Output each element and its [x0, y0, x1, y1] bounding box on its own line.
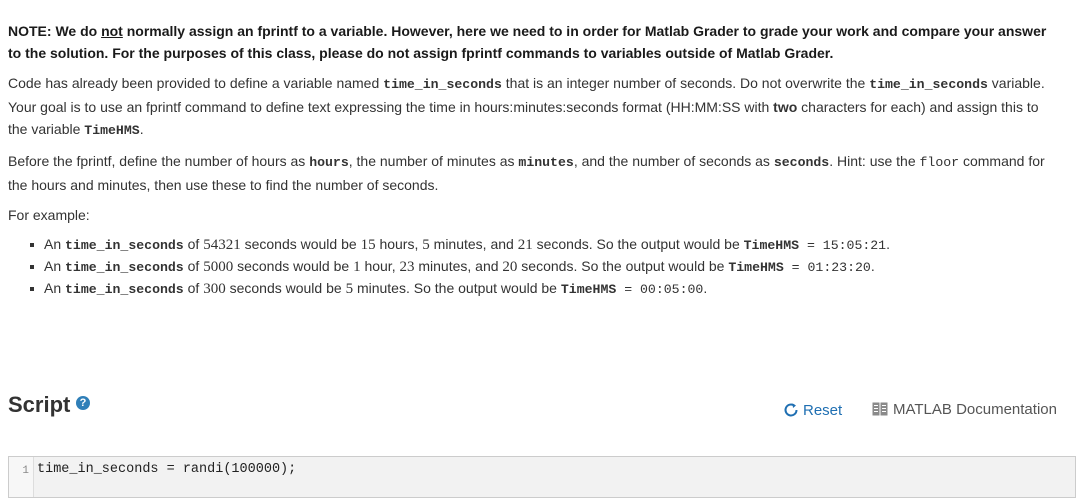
problem-description [8, 20, 1048, 300]
code-line[interactable]: time_in_seconds = randi(100000); [37, 462, 297, 477]
line-number: 1 [22, 465, 29, 477]
matlab-documentation-label: MATLAB Documentation [893, 401, 1057, 418]
list-item: An time_in_seconds of 5000 seconds would be 1 hour, 23 minutes, and 20 seconds. So the output would be TimeHMS = 01:23:20. [44, 256, 1048, 278]
matlab-documentation-button[interactable] [872, 400, 1057, 420]
script-header [8, 390, 1074, 424]
examples-list [8, 234, 1048, 300]
for-example-label: For example: [8, 207, 90, 223]
reset-icon [783, 402, 799, 418]
note-paragraph: NOTE: We do not normally assign an fprintf to a variable. However, here we need to in order for Matlab Grader to grade your work and compare your answer to the solution. For the purposes of this class, please do not assign fprintf commands to variables outside of Matlab Grader. [8, 23, 1047, 61]
reset-label: Reset [803, 402, 843, 419]
script-title: Script [8, 392, 71, 417]
list-item: An time_in_seconds of 300 seconds would be 5 minutes. So the output would be TimeHMS = 00:05:00. [44, 278, 1048, 300]
help-icon[interactable]: ? [76, 396, 90, 410]
list-item: An time_in_seconds of 54321 seconds would be 15 hours, 5 minutes, and 21 seconds. So the output would be TimeHMS = 15:05:21. [44, 234, 1048, 256]
reset-button[interactable] [783, 401, 842, 421]
instructions-paragraph: Code has already been provided to define a variable named time_in_seconds that is an integer number of seconds. Do not overwrite the time_in_seconds variable. Your goal is to use an fprintf command to define text expressing the time in hours:minutes:seconds format (HH:MM:SS with two characters for each) and assign this to the variable TimeHMS. [8, 75, 1045, 138]
book-icon [872, 402, 888, 416]
code-editor[interactable] [8, 456, 1076, 498]
hint-paragraph: Before the fprintf, define the number of hours as hours, the number of minutes as minutes, and the number of seconds as seconds. Hint: use the floor command for the hours and minutes, then use these to find the number of seconds. [8, 153, 1045, 193]
line-number-gutter [9, 457, 34, 497]
